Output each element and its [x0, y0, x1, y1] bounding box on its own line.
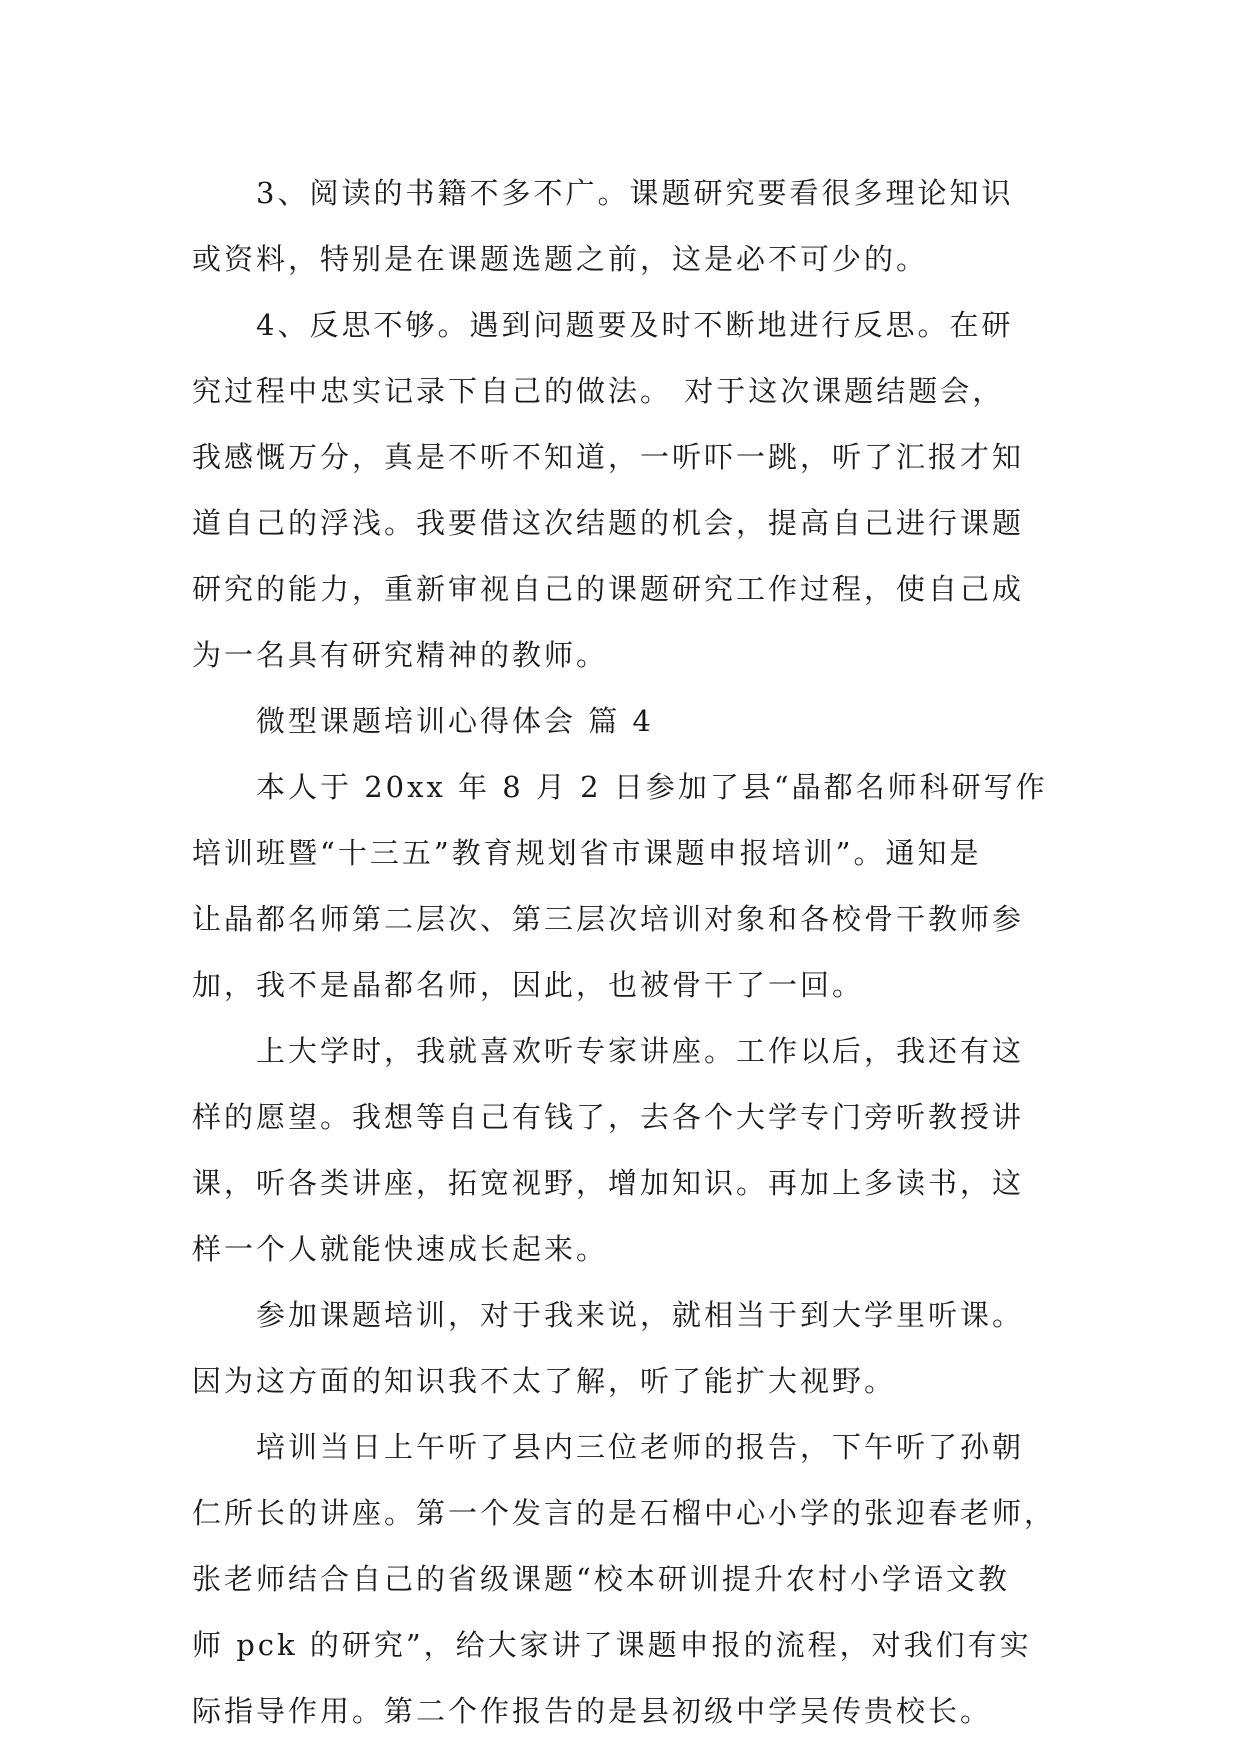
document-body: [192, 160, 1057, 1744]
text-line: 张老师结合自己的省级课题“校本研训提升农村小学语文教: [192, 1562, 1010, 1596]
text-line: 3、阅读的书籍不多不广。课题研究要看很多理论知识: [256, 176, 1014, 210]
text-line: 培训当日上午听了县内三位老师的报告，下午听了孙朝: [256, 1430, 1025, 1464]
text-line: 培训班暨“十三五”教育规划省市课题申报培训”。通知是: [192, 836, 982, 870]
text-line: 际指导作用。第二个作报告的是县初级中学吴传贵校长。: [192, 1694, 993, 1728]
text-line: 研究的能力，重新审视自己的课题研究工作过程，使自己成: [192, 572, 1025, 606]
text-line: 样一个人就能快速成长起来。: [192, 1232, 609, 1266]
text-line: 我感慨万分，真是不听不知道，一听吓一跳，听了汇报才知: [192, 440, 1025, 474]
text-line: 或资料，特别是在课题选题之前，这是必不可少的。: [192, 242, 929, 276]
text-line: 道自己的浮浅。我要借这次结题的机会，提高自己进行课题: [192, 506, 1025, 540]
text-line: 上大学时，我就喜欢听专家讲座。工作以后，我还有这: [256, 1034, 1025, 1068]
text-line: 课，听各类讲座，拓宽视野，增加知识。再加上多读书，这: [192, 1166, 1025, 1200]
text-line: 参加课题培训，对于我来说，就相当于到大学里听课。: [256, 1298, 1025, 1332]
text-line: 让晶都名师第二层次、第三层次培训对象和各校骨干教师参: [192, 902, 1025, 936]
text-line: 为一名具有研究精神的教师。: [192, 638, 609, 672]
text-line: 究过程中忠实记录下自己的做法。 对于这次课题结题会，: [192, 374, 1005, 408]
text-line: 师 pck 的研究”，给大家讲了课题申报的流程，对我们有实: [192, 1628, 1032, 1662]
text-line: 样的愿望。我想等自己有钱了，去各个大学专门旁听教授讲: [192, 1100, 1025, 1134]
text-line: 微型课题培训心得体会 篇 4: [256, 704, 654, 738]
text-line: 仁所长的讲座。第一个发言的是石榴中心小学的张迎春老师，: [192, 1496, 1057, 1530]
text-line: 本人于 20xx 年 8 月 2 日参加了县“晶都名师科研写作: [256, 770, 1048, 804]
text-line: 4、反思不够。遇到问题要及时不断地进行反思。在研: [256, 308, 1014, 342]
text-line: 加，我不是晶都名师，因此，也被骨干了一回。: [192, 968, 865, 1002]
text-line: 因为这方面的知识我不太了解，听了能扩大视野。: [192, 1364, 897, 1398]
